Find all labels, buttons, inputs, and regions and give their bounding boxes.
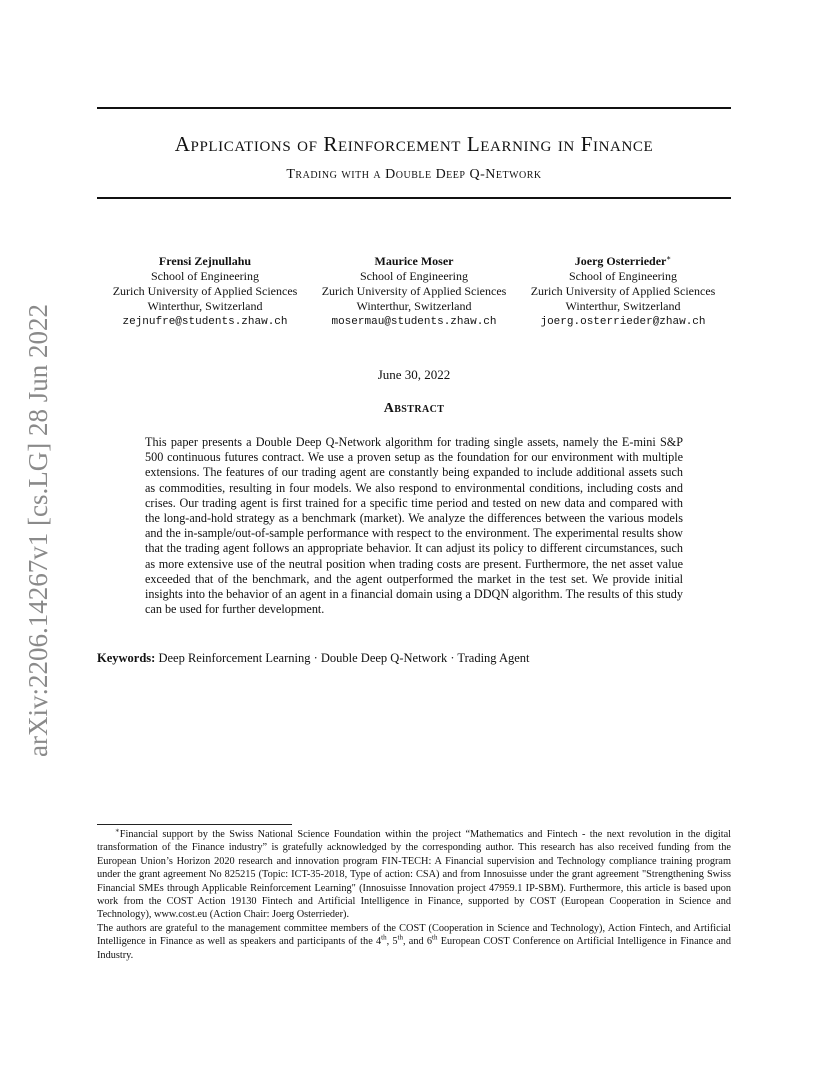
author-location: Winterthur, Switzerland xyxy=(147,299,263,313)
paper-date: June 30, 2022 xyxy=(377,367,451,382)
author-dept: School of Engineering xyxy=(569,269,677,283)
author-footnote-marker[interactable]: ∗ xyxy=(666,254,672,262)
author-dept: School of Engineering xyxy=(360,269,468,283)
footnote-marker: ∗ xyxy=(115,826,120,835)
footnote-rule xyxy=(97,824,292,825)
arxiv-stamp-text: arXiv:2206.14267v1 [cs.LG] 28 Jun 2022 xyxy=(23,304,53,757)
author-email[interactable]: mosermau@students.zhaw.ch xyxy=(331,316,497,328)
author-email[interactable]: zejnufre@students.zhaw.ch xyxy=(122,316,288,328)
author-dept: School of Engineering xyxy=(151,269,259,283)
author-name: Frensi Zejnullahu xyxy=(158,254,252,268)
keywords-label: Keywords: xyxy=(97,651,156,665)
author-affiliation: Zurich University of Applied Sciences xyxy=(321,284,507,298)
keywords xyxy=(97,650,731,666)
paper-title: Applications of Reinforcement Learning in Finance xyxy=(174,132,654,156)
author-location: Winterthur, Switzerland xyxy=(356,299,472,313)
author-affiliation: Zurich University of Applied Sciences xyxy=(112,284,298,298)
arxiv-stamp xyxy=(18,292,58,757)
abstract-heading: Abstract xyxy=(383,401,445,416)
author-name: Joerg Osterrieder∗ xyxy=(574,254,672,268)
author-name: Maurice Moser xyxy=(374,254,454,268)
keywords-list: Deep Reinforcement Learning · Double Deep Q-Network · Trading Agent xyxy=(158,651,530,665)
author-block-2 xyxy=(309,254,519,330)
footnote-acknowledgement: The authors are grateful to the management committee members of the COST (Cooperation in Science and Technology), Action Fintech, and Artificial Intelligence in Finance as well as speakers and participants of the 4th, 5th, and 6th European COST Conference on Artificial Intelligence in Finance and Industry. xyxy=(97,922,732,961)
abstract-text: This paper presents a Double Deep Q-Network algorithm for trading single assets, namely the E-mini S&P 500 continuous futures contract. We use a proven setup as the foundation for our environment with multiple extensions. The features of our trading agent are constantly being expanded to include additional assets such as commodities, resulting in four models. We also respond to environmental conditions, including costs and crises. Our trading agent is first trained for a specific time period and tested on new data and compared with the long-and-hold strategy as a benchmark (market). We analyze the differences between the various models and the in-sample/out-of-sample performance with respect to the environment. The experimental results show that the trading agent follows an appropriate behavior. It can adjust its policy to different circumstances, such as more extensive use of the neutral position when trading costs are present. Furthermore, the net asset value exceeded that of the benchmark, and the agent outperformed the market in the test set. We provide initial insights into the behavior of an agent in a financial domain using a DDQN algorithm. The results of this study can be used for further development. xyxy=(145,435,683,617)
author-location: Winterthur, Switzerland xyxy=(565,299,681,313)
footnote-funding: ∗Financial support by the Swiss National Science Foundation within the project “Mathematics and Fintech - the next revolution in the digital transformation of the Finance industry” is gratefully acknowledged by the corresponding author. This research has also received funding from the European Union’s Horizon 2020 research and innovation program FIN-TECH: A Financial supervision and Technology compliance training program under the grant agreement No 825215 (Topic: ICT-35-2018, Type of action: CSA) and from Innosuisse under the grant agreement "Strengthening Swiss Financial SMEs through Applicable Reinforcement Learning" (Innosuisse Innovation project 47959.1 IP-SBM). Furthermore, this article is based upon work from the COST Action 19130 Fintech and Artificial Intelligence in Finance, supported by COST (European Cooperation in Science and Technology), www.cost.eu (Action Chair: Joerg Osterrieder). xyxy=(97,826,731,921)
author-block-3 xyxy=(518,254,728,330)
paper-subtitle: Trading with a Double Deep Q-Network xyxy=(286,167,542,182)
title-top-rule xyxy=(97,107,731,109)
title-bottom-rule xyxy=(97,197,731,199)
author-block-1 xyxy=(100,254,310,330)
author-email[interactable]: joerg.osterrieder@zhaw.ch xyxy=(540,316,706,328)
footnote xyxy=(97,828,731,962)
author-affiliation: Zurich University of Applied Sciences xyxy=(530,284,716,298)
